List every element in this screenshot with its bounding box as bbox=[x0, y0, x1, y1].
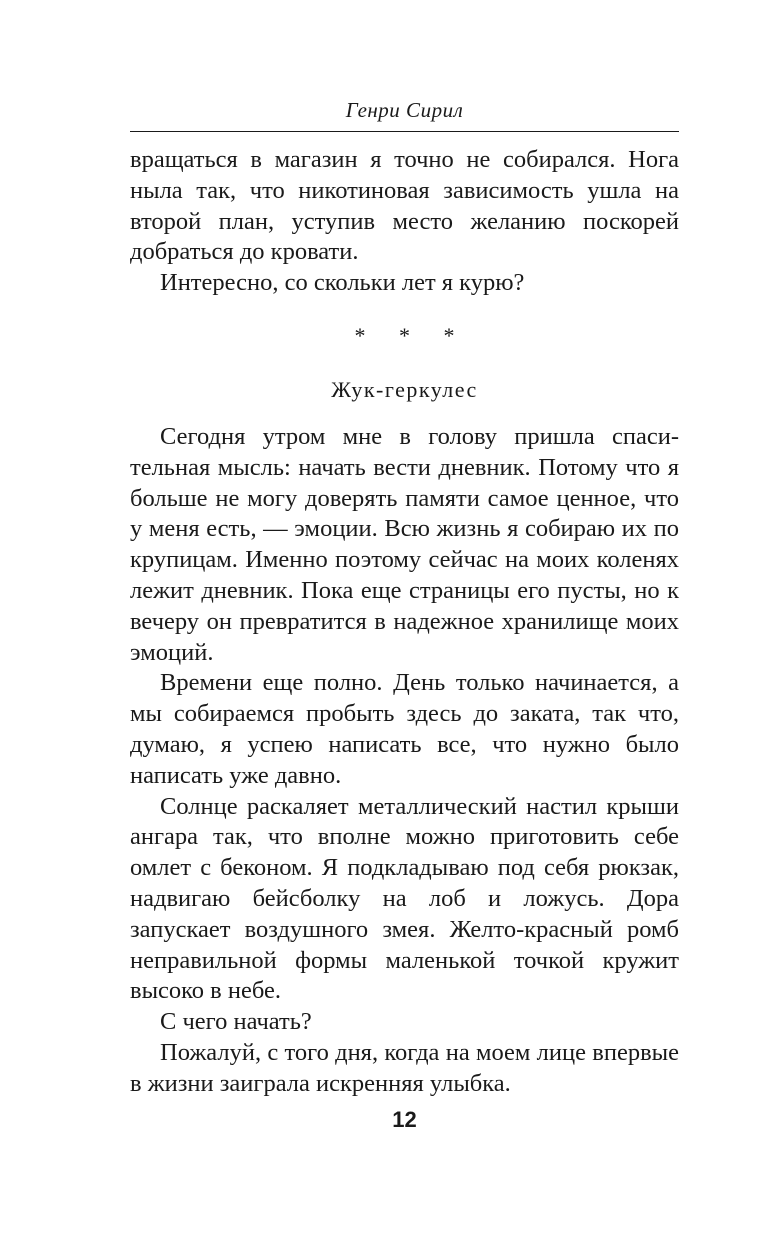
paragraph: Сегодня утром мне в голову пришла спасительная мысль: начать вести дневник. Потому что я больше не могу доверять памяти самое ценное, что у меня есть, — эмоции. Всю жизнь я собираю их по крупицам. Именно поэтому сейчас на моих коленях лежит дневник. Пока еще страницы его пусты, но к вечеру он превратится в надежное хранилище моих эмоций. bbox=[130, 423, 679, 666]
header-rule bbox=[130, 131, 679, 132]
chapter-title: Жук-геркулес bbox=[331, 377, 478, 402]
paragraph: Пожалуй, с того дня, когда на моем лице впервые в жизни заиграла искренняя улыбка. bbox=[130, 1038, 679, 1097]
top-text-block bbox=[130, 145, 679, 299]
page-number: 12 bbox=[392, 1107, 417, 1132]
paragraph-continued: вращаться в магазин я точно не собирался. Нога ныла так, что никотиновая зависимость ушла на второй план, уступив место желанию поскорей добраться до кровати. bbox=[130, 146, 679, 266]
running-head-author: Генри Сирил bbox=[345, 98, 464, 122]
paragraph: Времени еще полно. День только начинается, а мы собираемся пробыть здесь до заката, так что, думаю, я успею написать все, что нужно было написать уже давно. bbox=[130, 669, 679, 789]
chapter-text-block bbox=[130, 422, 679, 1100]
section-separator: * * * bbox=[354, 323, 469, 348]
paragraph: Солнце раскаляет металлический настил крыши ангара так, что вполне можно приготовить себе омлет с беконом. Я подкладываю под себя рюкзак, надвигаю бейсболку на лоб и ложусь. Дора запускает воздушного змея. Желто-красный ромб неправильной формы маленькой точкой кружит высоко в небе. bbox=[130, 792, 679, 1005]
paragraph: Интересно, со скольки лет я курю? bbox=[160, 269, 525, 297]
paragraph: С чего начать? bbox=[160, 1008, 312, 1036]
